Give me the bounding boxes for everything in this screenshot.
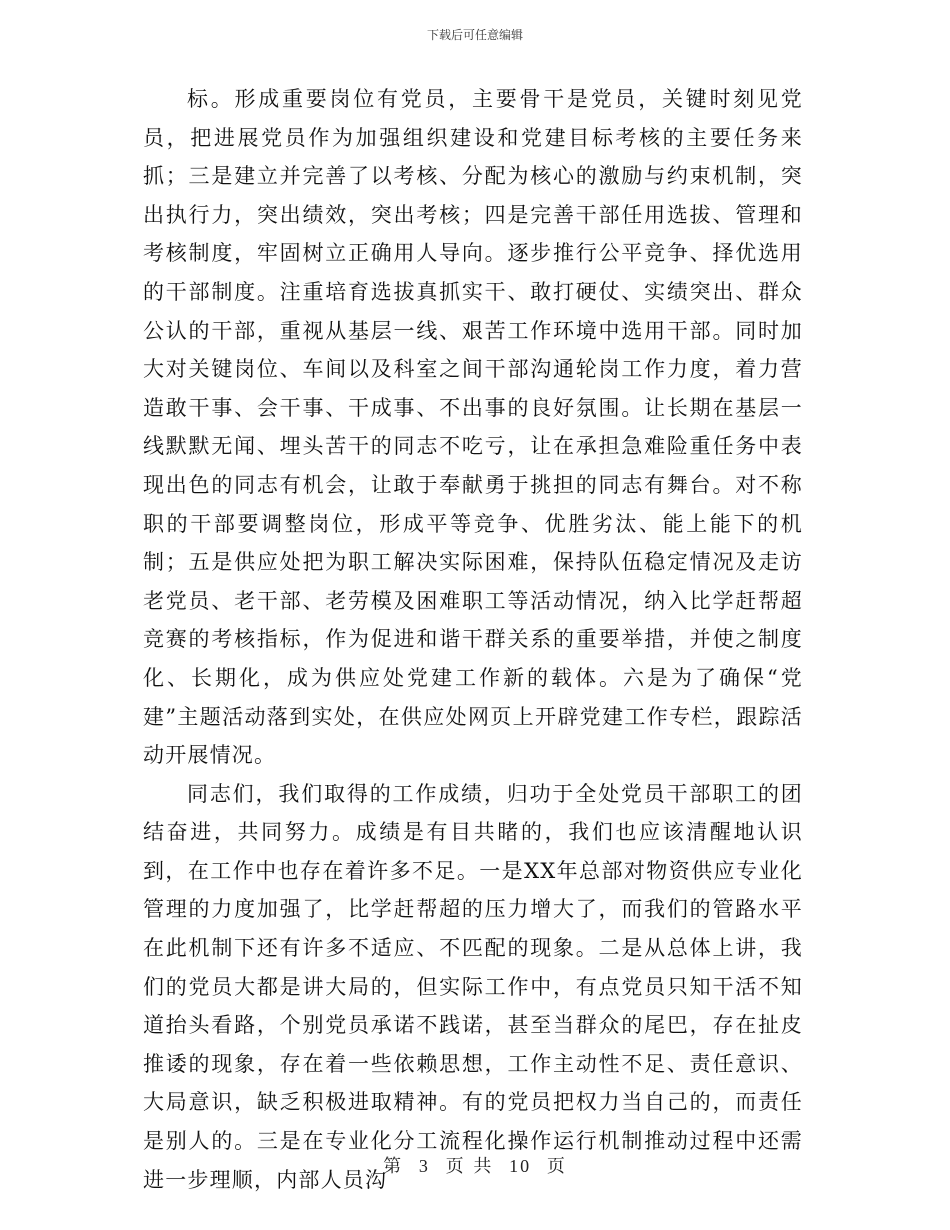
document-body	[143, 80, 803, 1199]
paragraph-2: 同志们，我们取得的工作成绩，归功于全处党员干部职工的团结奋进，共同努力。成绩是有目共睹的，我们也应该清醒地认识到，在工作中也存在着许多不足。一是XX年总部对物资供应专业化管理的力度加强了，比学赶帮超的压力增大了，而我们的管路水平在此机制下还有许多不适应、不匹配的现象。二是从总体上讲，我们的党员大都是讲大局的，但实际工作中，有点党员只知干活不知道抬头看路，个别党员承诺不践诺，甚至当群众的尾巴，存在扯皮推诿的现象，存在着一些依赖思想，工作主动性不足、责任意识、大局意识，缺乏积极进取精神。有的党员把权力当自己的，而责任是别人的。三是在专业化分工流程化操作运行机制推动过程中还需进一步理顺，内部人员沟	[143, 781, 803, 1192]
footer-suffix: 页	[546, 1156, 567, 1177]
page-header: 下载后可任意编辑	[426, 28, 523, 42]
page-footer	[0, 1152, 950, 1178]
footer-current-page: 3	[418, 1156, 430, 1176]
footer-total-pages: 10	[509, 1156, 532, 1176]
paragraph-1: 标。形成重要岗位有党员，主要骨干是党员，关键时刻见党员，把进展党员作为加强组织建设和党建目标考核的主要任务来抓；三是建立并完善了以考核、分配为核心的激励与约束机制，突出执行力，突出绩效，突出考核；四是完善干部任用选拔、管理和考核制度，牢固树立正确用人导向。逐步推行公平竞争、择优选用的干部制度。注重培育选拔真抓实干、敢打硬仗、实绩突出、群众公认的干部，重视从基层一线、艰苦工作环境中选用干部。同时加大对关键岗位、车间以及科室之间干部沟通轮岗工作力度，着力营造敢干事、会干事、干成事、不出事的良好氛围。让长期在基层一线默默无闻、埋头苦干的同志不吃亏，让在承担急难险重任务中表现出色的同志有机会，让敢于奉献勇于挑担的同志有舞台。对不称职的干部要调整岗位，形成平等竞争、优胜劣汰、能上能下的机制；五是供应处把为职工解决实际困难，保持队伍稳定情况及走访老党员、老干部、老劳模及困难职工等活动情况，纳入比学赶帮超竞赛的考核指标，作为促进和谐干群关系的重要举措，并使之制度化、长期化，成为供应处党建工作新的载体。六是为了确保“党建”主题活动落到实处，在供应处网页上开辟党建工作专栏，跟踪活动开展情况。	[143, 87, 803, 768]
footer-prefix: 第	[383, 1156, 404, 1177]
footer-middle: 页 共	[445, 1156, 494, 1177]
